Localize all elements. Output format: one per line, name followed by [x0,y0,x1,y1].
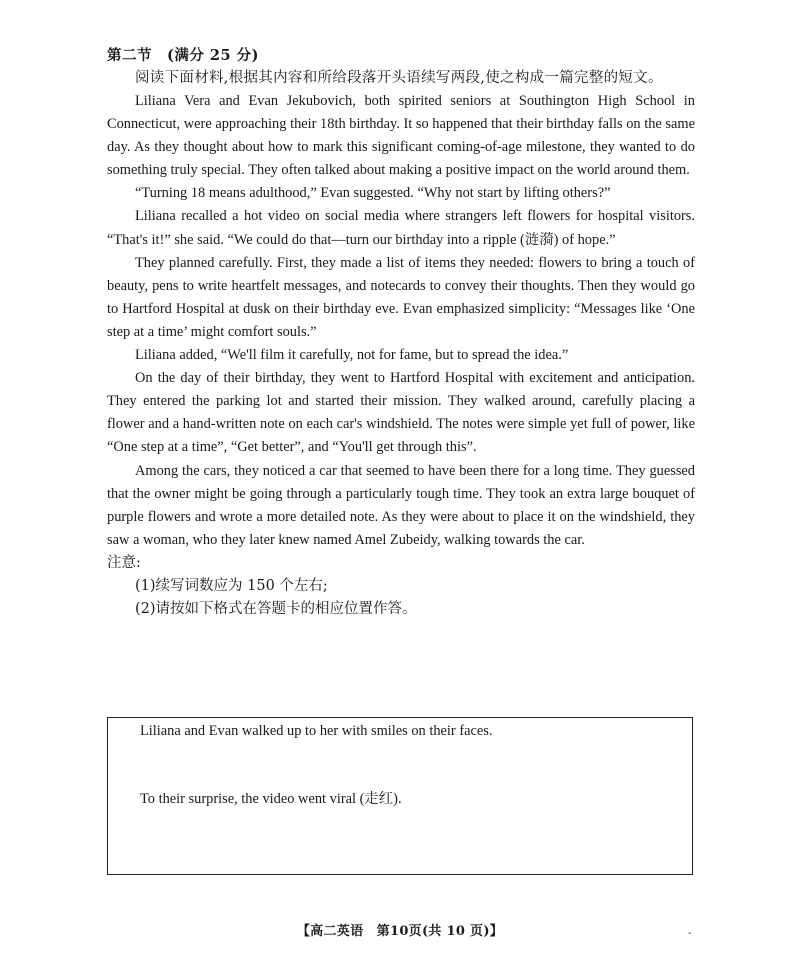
notes-title: 注意: [107,554,141,571]
passage-paragraph-4: They planned carefully. First, they made a list of items they needed: flowers to bring a touch of beauty, pens to write heartfelt messages, and notecards to convey their thoughts. Then they would go to Hartford Hospital at dusk on their birthday eve. Evan emphasized simplicity: “Messages like ‘One step at a time’ might comfort souls.” [107,254,695,340]
note-item-2: (2)请按如下格式在答题卡的相应位置作答。 [135,600,417,617]
footer-mark: - [688,928,692,939]
answer-box [107,717,693,875]
paragraph-starter-1: Liliana and Evan walked up to her with smiles on their faces. [140,723,493,739]
passage-paragraph-5: Liliana added, “We'll film it carefully, not for fame, but to spread the idea.” [135,347,569,364]
passage-paragraph-6: On the day of their birthday, they went to Hartford Hospital with excitement and anticipation. They entered the parking lot and started their mission. They walked around, carefully placing a flower and a hand-written note on each car's windshield. The notes were simple yet full of power, like “One step at a time”, “Get better”, and “You'll get through this”. [107,370,695,456]
section-heading: 第二节 (满分 25 分) [107,47,259,64]
page-content [107,44,695,621]
passage-paragraph-3: Liliana recalled a hot video on social media where strangers left flowers for hospital visitors. “That's it!” she said. “We could do that—turn our birthday into a ripple (涟漪) of hope.” [107,208,695,248]
paragraph-starter-2: To their surprise, the video went viral (走红). [140,791,402,807]
page-footer: 【高二英语 第10页(共 10 页)】 [296,924,504,939]
passage-paragraph-1: Liliana Vera and Evan Jekubovich, both spirited seniors at Southington High School in Connecticut, were approaching their 18th birthday. It so happened that their birthday falls on the same day. As they thought about how to mark this significant coming-of-age milestone, they wanted to do something truly special. They often talked about making a positive impact on the world around them. [107,93,695,179]
passage-paragraph-2: “Turning 18 means adulthood,” Evan suggested. “Why not start by lifting others?” [135,185,611,202]
note-item-1: (1)续写词数应为 150 个左右; [135,577,328,594]
passage-paragraph-7: Among the cars, they noticed a car that seemed to have been there for a long time. They guessed that the owner might be going through a particularly tough time. They took an extra large bouquet of purple flowers and wrote a more detailed note. As they were about to place it on the windshield, they saw a woman, who they later knew named Amel Zubeidy, walking towards the car. [107,462,695,548]
section-instruction: 阅读下面材料,根据其内容和所给段落开头语续写两段,使之构成一篇完整的短文。 [135,70,663,86]
